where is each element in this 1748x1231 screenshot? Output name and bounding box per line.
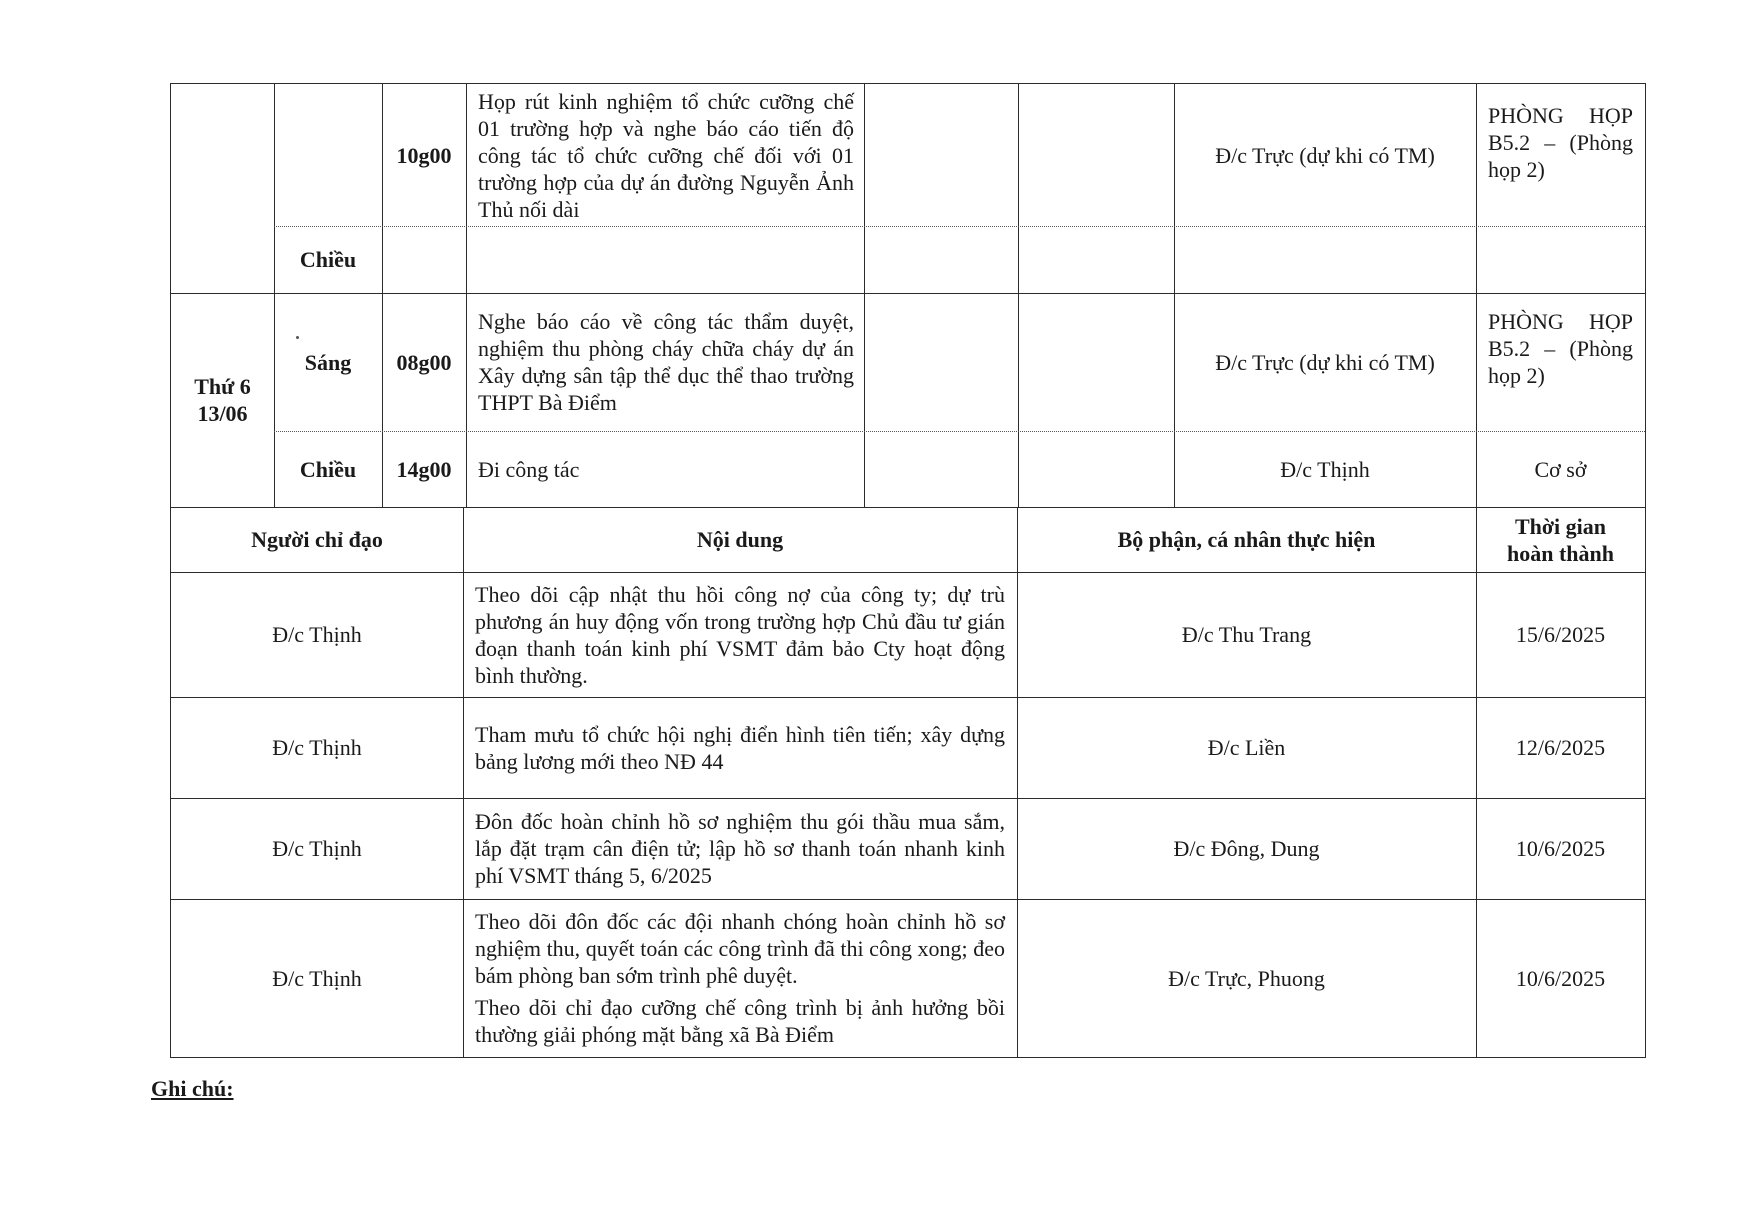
header-director: Người chỉ đạo — [251, 527, 383, 552]
divider — [864, 84, 865, 507]
task-deadline: 10/6/2025 — [1515, 836, 1606, 861]
task-director: Đ/c Thịnh — [272, 735, 362, 760]
location-cell: PHÒNG HỌP B5.2 – (Phòng họp 2) — [1488, 103, 1633, 182]
task-executor: Đ/c Trực, Phuong — [1168, 965, 1325, 991]
task-content — [463, 899, 1017, 1057]
header-content: Nội dung — [696, 527, 784, 552]
note-label: Ghi chú: — [151, 1076, 234, 1101]
task-director: Đ/c Thịnh — [272, 836, 362, 861]
task-content-line: Theo dõi đôn đốc các đội nhanh chóng hoàn chỉnh hồ sơ nghiệm thu, quyết toán các công trình đã thi công xong; đeo bám phòng ban sớm trình phê duyệt. — [475, 909, 1005, 988]
location-cell: PHÒNG HỌP B5.2 – (Phòng họp 2) — [1488, 309, 1633, 388]
session-cell: Chiều — [299, 247, 357, 272]
header-deadline: Thời gian hoàn thành — [1506, 513, 1614, 566]
time-cell: 14g00 — [396, 456, 452, 482]
task-executor: Đ/c Thu Trang — [1181, 622, 1312, 647]
content-cell: Họp rút kinh nghiệm tổ chức cưỡng chế 01 trường hợp và nghe báo cáo tiến độ công tác tổ chức cưỡng chế đối với 01 trường hợp của dự án đường Nguyễn Ảnh Thủ nối dài — [478, 88, 854, 222]
task-director: Đ/c Thịnh — [272, 965, 362, 991]
participant-cell: Đ/c Thịnh — [1280, 456, 1370, 482]
task-director: Đ/c Thịnh — [272, 622, 362, 647]
divider — [1018, 84, 1019, 507]
time-cell: 10g00 — [396, 142, 452, 168]
task-content: Đôn đốc hoàn chỉnh hồ sơ nghiệm thu gói thầu mua sắm, lắp đặt trạm cân điện tử; lập hồ sơ thanh toán nhanh kinh phí VSMT tháng 5, 6/2025 — [475, 809, 1005, 888]
task-deadline: 15/6/2025 — [1515, 622, 1606, 647]
session-cell: Chiều — [299, 456, 357, 482]
task-content-extra: Theo dõi chỉ đạo cưỡng chế công trình bị ảnh hưởng bồi thường giải phóng mặt bằng xã Bà Điểm — [475, 995, 1005, 1047]
participant-cell: Đ/c Trực (dự khi có TM) — [1215, 349, 1435, 375]
task-content: Theo dõi cập nhật thu hồi công nợ của công ty; dự trù phương án huy động vốn trong trường hợp Chủ đầu tư gián đoạn thanh toán kinh phí VSMT đảm bảo Cty hoạt động bình thường. — [475, 581, 1005, 688]
content-cell: Nghe báo cáo về công tác thẩm duyệt, nghiệm thu phòng cháy chữa cháy dự án Xây dựng sân tập thể dục thể thao trường THPT Bà Điểm — [478, 309, 854, 415]
task-deadline: 12/6/2025 — [1515, 735, 1606, 760]
location-cell: Cơ sở — [1534, 456, 1587, 482]
day-cell: Thứ 6 13/06 — [194, 374, 251, 426]
task-content: Tham mưu tổ chức hội nghị điển hình tiên tiến; xây dựng bảng lương mới theo NĐ 44 — [475, 721, 1005, 774]
session-cell: Sáng — [304, 349, 352, 375]
task-executor: Đ/c Liền — [1207, 735, 1286, 760]
time-cell: 08g00 — [396, 349, 452, 375]
task-deadline: 10/6/2025 — [1515, 965, 1606, 991]
task-executor: Đ/c Đông, Dung — [1173, 836, 1320, 861]
header-executor: Bộ phận, cá nhân thực hiện — [1117, 527, 1376, 552]
content-cell: Đi công tác — [478, 456, 580, 482]
divider — [274, 226, 1645, 227]
participant-cell: Đ/c Trực (dự khi có TM) — [1215, 142, 1435, 168]
